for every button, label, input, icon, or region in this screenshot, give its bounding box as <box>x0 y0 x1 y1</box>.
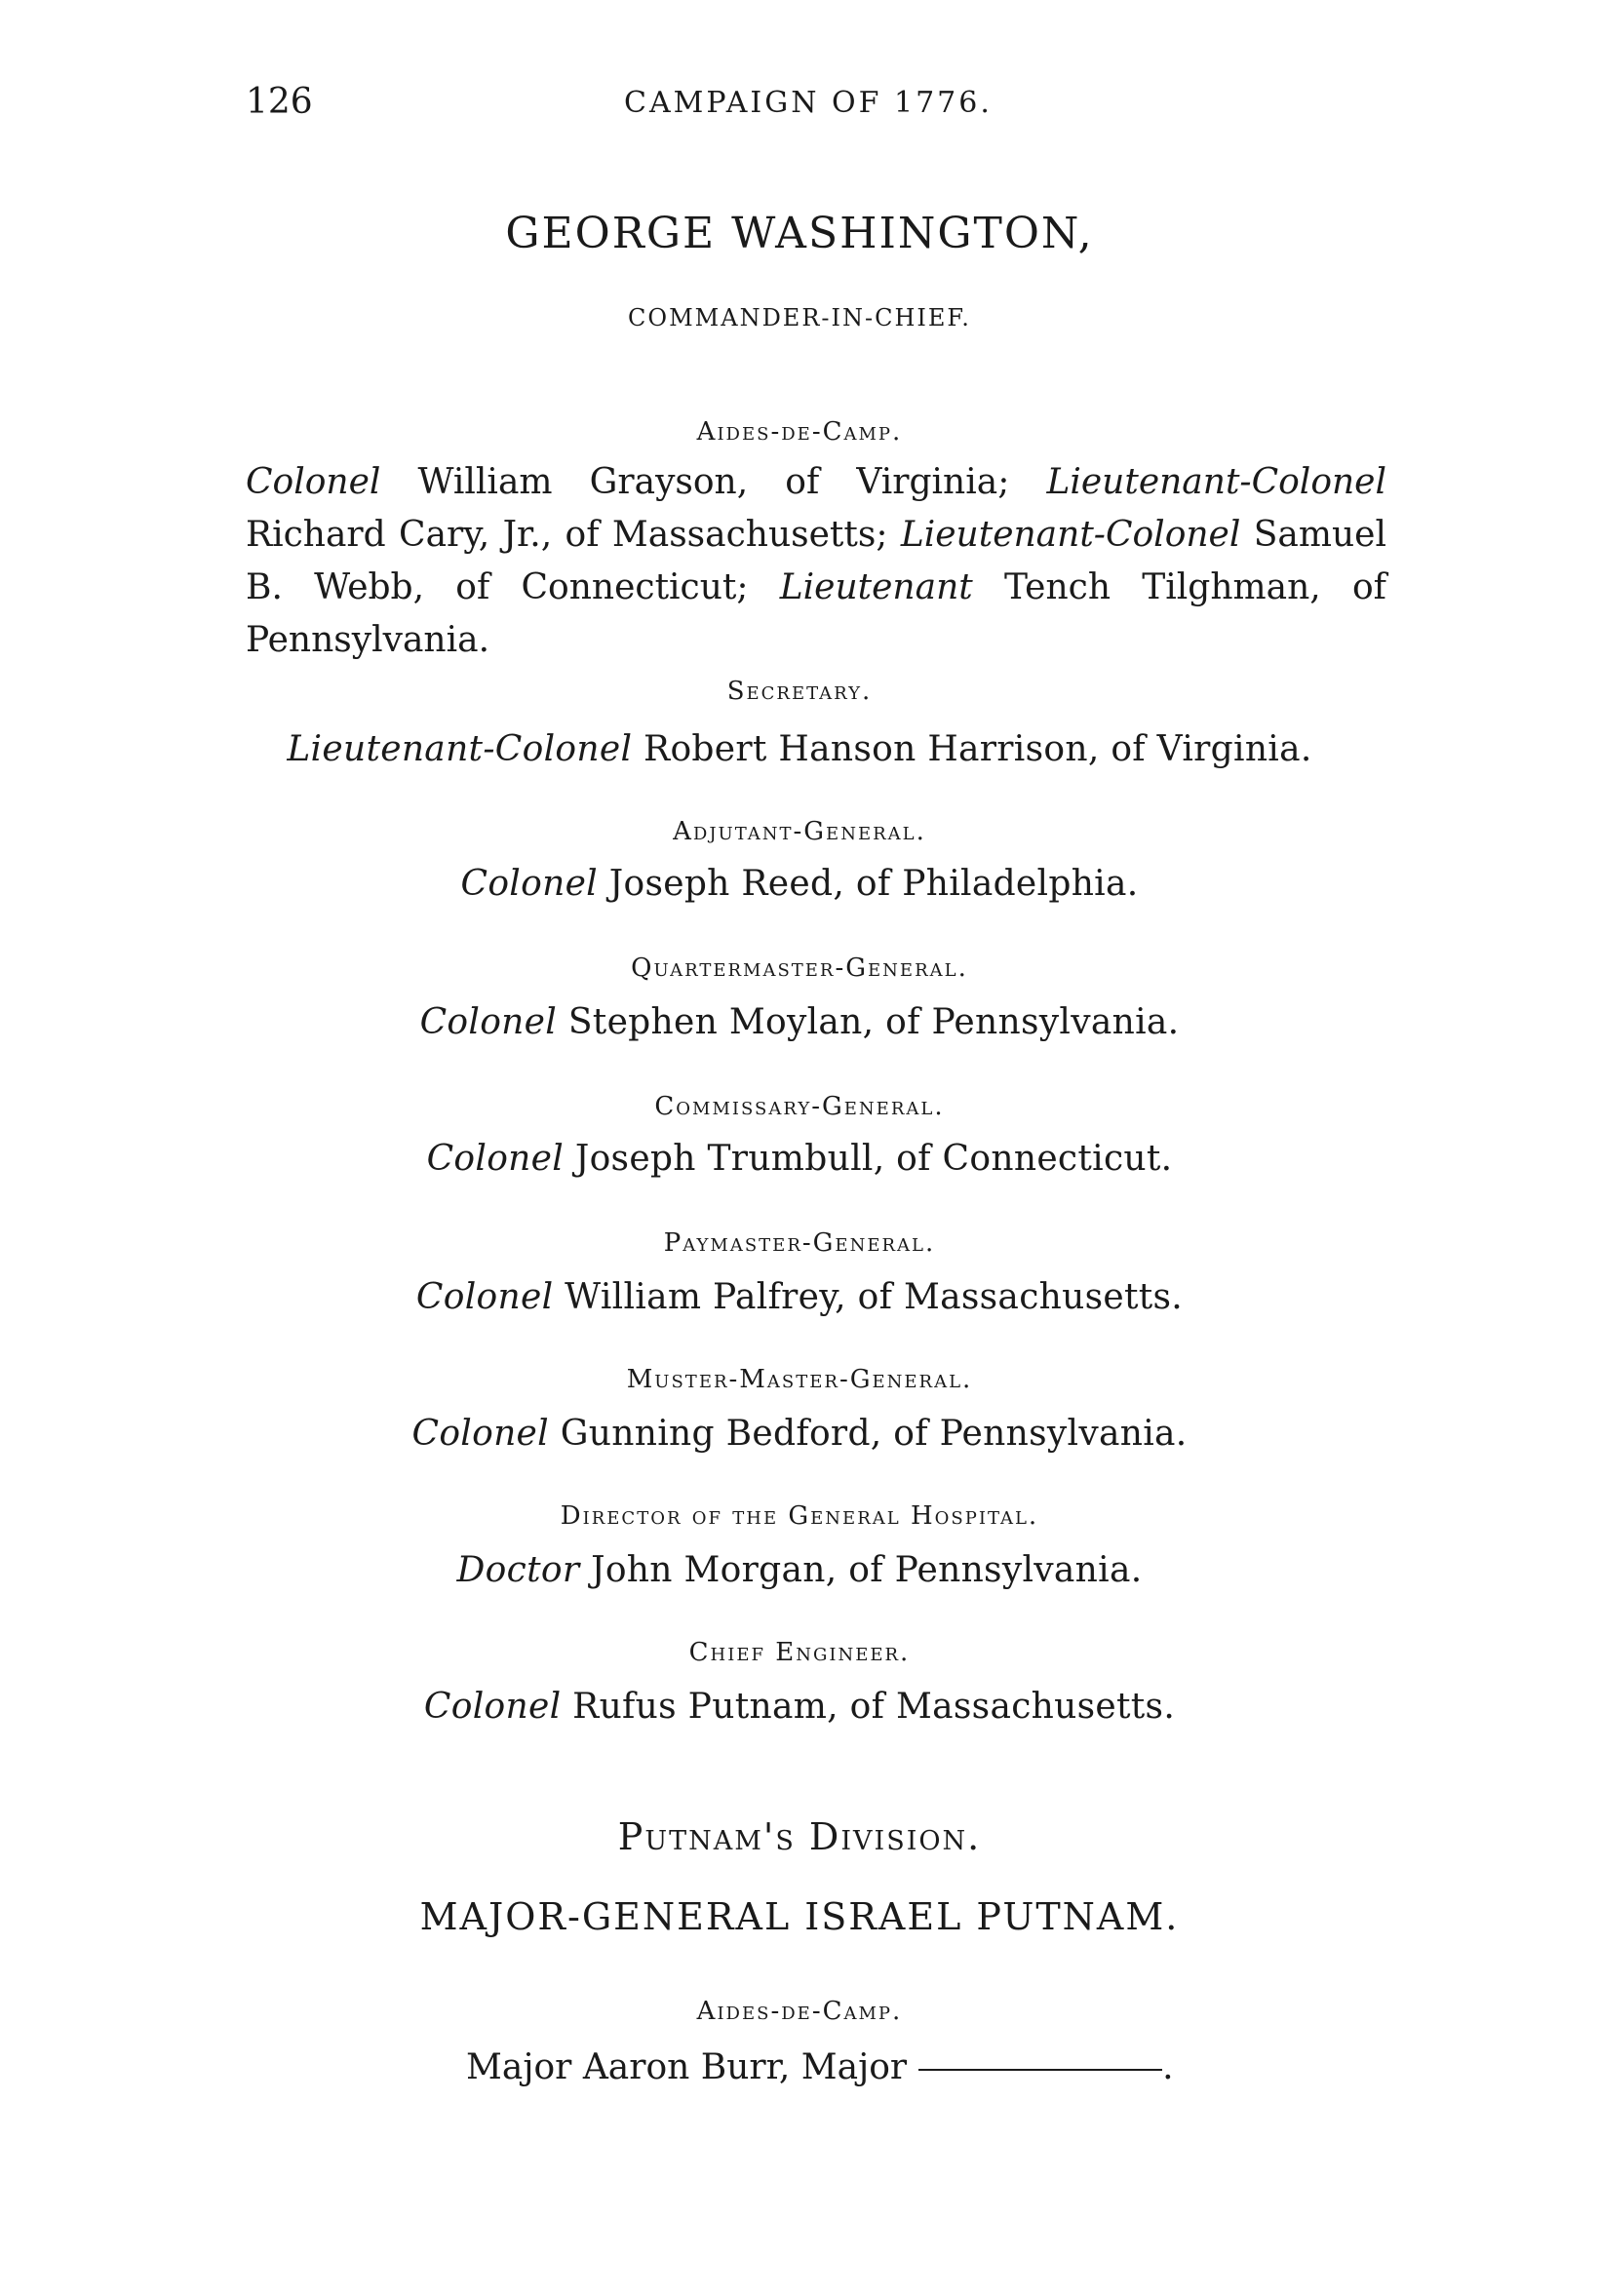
officer-title: Colonel <box>415 1277 554 1317</box>
hospital-director-entry <box>0 1550 1599 1590</box>
commander-name: GEORGE WASHINGTON, <box>505 209 1094 258</box>
officer-title: Colonel <box>423 1687 562 1727</box>
quartermaster-general-heading: Quartermaster-General. <box>631 953 968 983</box>
officer-text: John Morgan, of Pennsylvania. <box>579 1550 1143 1590</box>
officer-title: Colonel <box>426 1139 565 1179</box>
officer-title: Lieutenant-Colonel <box>287 729 633 769</box>
chief-engineer-entry <box>0 1687 1599 1727</box>
division-aides-entry <box>466 2047 1174 2087</box>
division-general: MAJOR-GENERAL ISRAEL PUTNAM. <box>419 1895 1180 1938</box>
officer-text: Joseph Reed, of Philadelphia. <box>598 864 1139 904</box>
officer-text: Stephen Moylan, of Pennsylvania. <box>557 1002 1180 1042</box>
paymaster-general-entry <box>0 1277 1599 1317</box>
officer-text: Joseph Trumbull, of Connecticut. <box>564 1139 1173 1179</box>
quartermaster-general-entry <box>0 1002 1599 1042</box>
officer-text: Rufus Putnam, of Massachusetts. <box>561 1687 1176 1727</box>
muster-master-general-heading: Muster-Master-General. <box>626 1365 973 1394</box>
secretary-entry <box>0 729 1599 769</box>
page-number: 126 <box>246 82 313 122</box>
running-title: CAMPAIGN OF 1776. <box>624 86 993 120</box>
paymaster-general-heading: Paymaster-General. <box>663 1228 936 1258</box>
officer-text: William Palfrey, of Massachusetts. <box>553 1277 1184 1317</box>
chief-engineer-heading: Chief Engineer. <box>688 1638 911 1667</box>
secretary-heading: Secretary. <box>726 677 873 706</box>
officer-title: Colonel <box>411 1414 549 1454</box>
commissary-general-heading: Commissary-General. <box>654 1092 945 1121</box>
blank-dash <box>918 2069 1162 2071</box>
officer-title: Colonel <box>419 1002 558 1042</box>
aide-text: Samuel B. Webb, of Connecticut; <box>246 515 1386 607</box>
aide-title: Lieutenant-Colonel <box>900 515 1241 555</box>
officer-title: Colonel <box>460 864 598 904</box>
adjutant-general-heading: Adjutant-General. <box>673 817 926 846</box>
aide-text: Richard Cary, Jr., of Massachusetts; <box>246 515 901 555</box>
commissary-general-entry <box>0 1139 1599 1179</box>
aide-text: Tench Tilghman, of Pennsylvania. <box>246 567 1386 660</box>
aide-title: Lieutenant-Colonel <box>1046 462 1386 502</box>
officer-title: Doctor <box>456 1550 580 1590</box>
officer-text: Gunning Bedford, of Pennsylvania. <box>548 1414 1188 1454</box>
aides-heading: Aides-de-Camp. <box>696 417 903 447</box>
division-heading: Putnam's Division. <box>617 1815 982 1858</box>
aide-text: William Grayson, of Virginia; <box>380 462 1047 502</box>
muster-master-general-entry <box>0 1414 1599 1454</box>
aides-paragraph <box>246 456 1386 667</box>
officer-text: Robert Hanson Harrison, of Virginia. <box>632 729 1312 769</box>
aide-title: Lieutenant <box>779 567 973 607</box>
commander-rank: COMMANDER-IN-CHIEF. <box>628 304 971 331</box>
hospital-director-heading: Director of the General Hospital. <box>560 1501 1039 1531</box>
adjutant-general-entry <box>0 864 1599 904</box>
division-aides-end: . <box>1162 2047 1174 2087</box>
division-aides-heading: Aides-de-Camp. <box>696 1997 903 2026</box>
division-aides-text: Major Aaron Burr, Major <box>466 2047 908 2087</box>
aide-title: Colonel <box>246 462 381 502</box>
